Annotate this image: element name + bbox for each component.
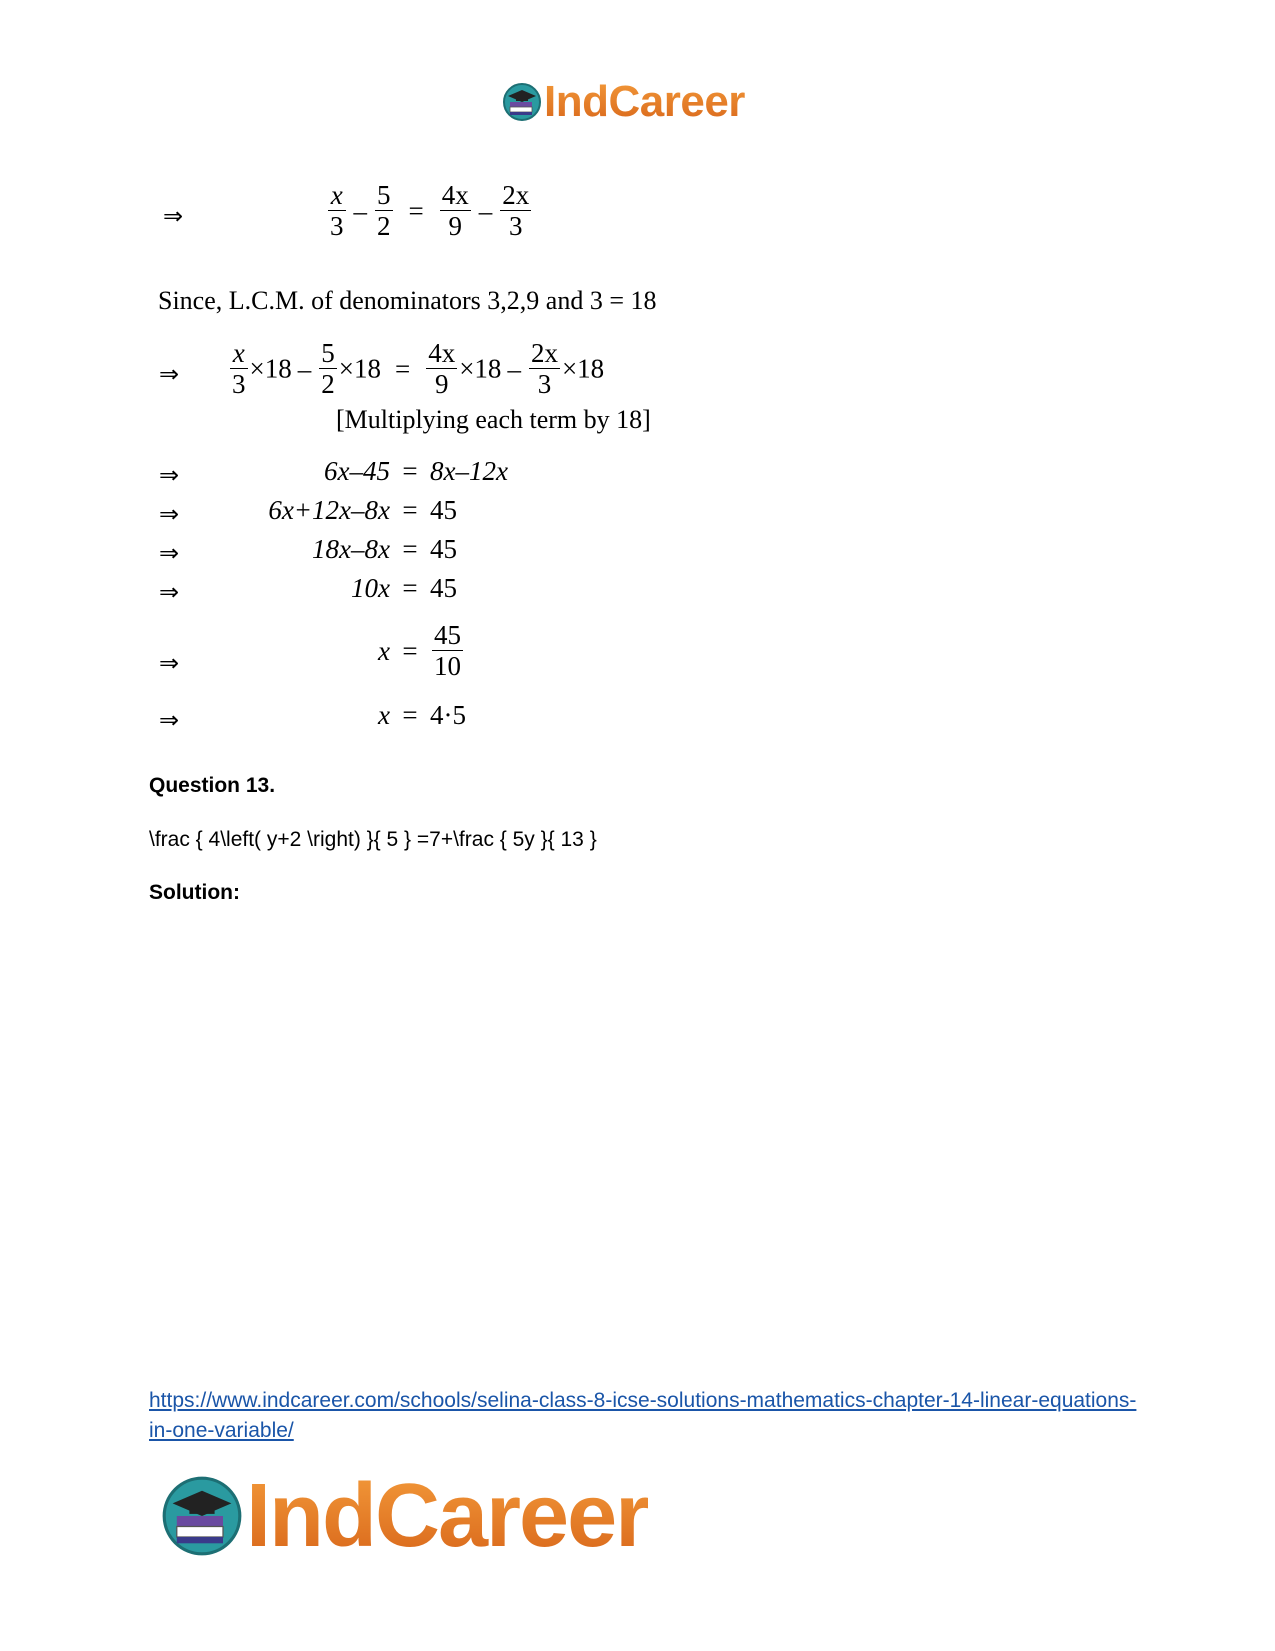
implies-arrow: ⇒ [163, 202, 184, 230]
logo-text: IndCareer [246, 1466, 649, 1566]
equation-line-3: 6x–45 = 8x–12x [324, 456, 508, 486]
equation-line-8: x = 4·5 [378, 700, 466, 730]
implies-arrow: ⇒ [159, 539, 180, 567]
equation-line-1: $\frac{x}{3}$ – $\frac{5}{2}$ = $\frac{4x}{9}$ – $\frac{2x}{3}$ [330, 180, 530, 241]
implies-arrow: ⇒ [159, 461, 180, 489]
equation-line-6: 10x = 45 [351, 573, 457, 603]
source-link[interactable]: https://www.indcareer.com/schools/selina-class-8-icse-solutions-mathematics-chapter-14-linear-equations-in-one-variable/ [149, 1389, 1137, 1442]
implies-arrow: ⇒ [159, 578, 180, 606]
logo-text: IndCareer [544, 77, 745, 126]
equation-line-2: $\frac{x}{3}$ ×18 – $\frac{5}{2}$ ×18 = $\frac{4x}{9}$ ×18 – $\frac{2x}{3}$ ×18 [232, 338, 605, 399]
implies-arrow: ⇒ [159, 649, 180, 677]
graduation-cap-books-icon [160, 1474, 244, 1558]
lcm-statement: Since, L.C.M. of denominators 3,2,9 and 3 = 18 [158, 286, 657, 315]
solution-label: Solution: [149, 881, 240, 904]
question-text: \frac { 4\left( y+2 \right) }{ 5 } =7+\frac { 5y }{ 13 } [149, 828, 597, 851]
implies-arrow: ⇒ [159, 360, 180, 388]
implies-arrow: ⇒ [159, 706, 180, 734]
equation-line-4: 6x+12x–8x = 45 [268, 495, 457, 525]
graduation-cap-books-icon [502, 82, 542, 122]
multiplying-note: [Multiplying each term by 18] [336, 405, 651, 434]
equation-line-7: x = $\frac{45}{10}$ [378, 620, 461, 681]
implies-arrow: ⇒ [159, 500, 180, 528]
equation-line-5: 18x–8x = 45 [312, 534, 457, 564]
footer-logo [160, 1468, 648, 1564]
question-title: Question 13. [149, 774, 276, 797]
header-logo [502, 78, 745, 126]
